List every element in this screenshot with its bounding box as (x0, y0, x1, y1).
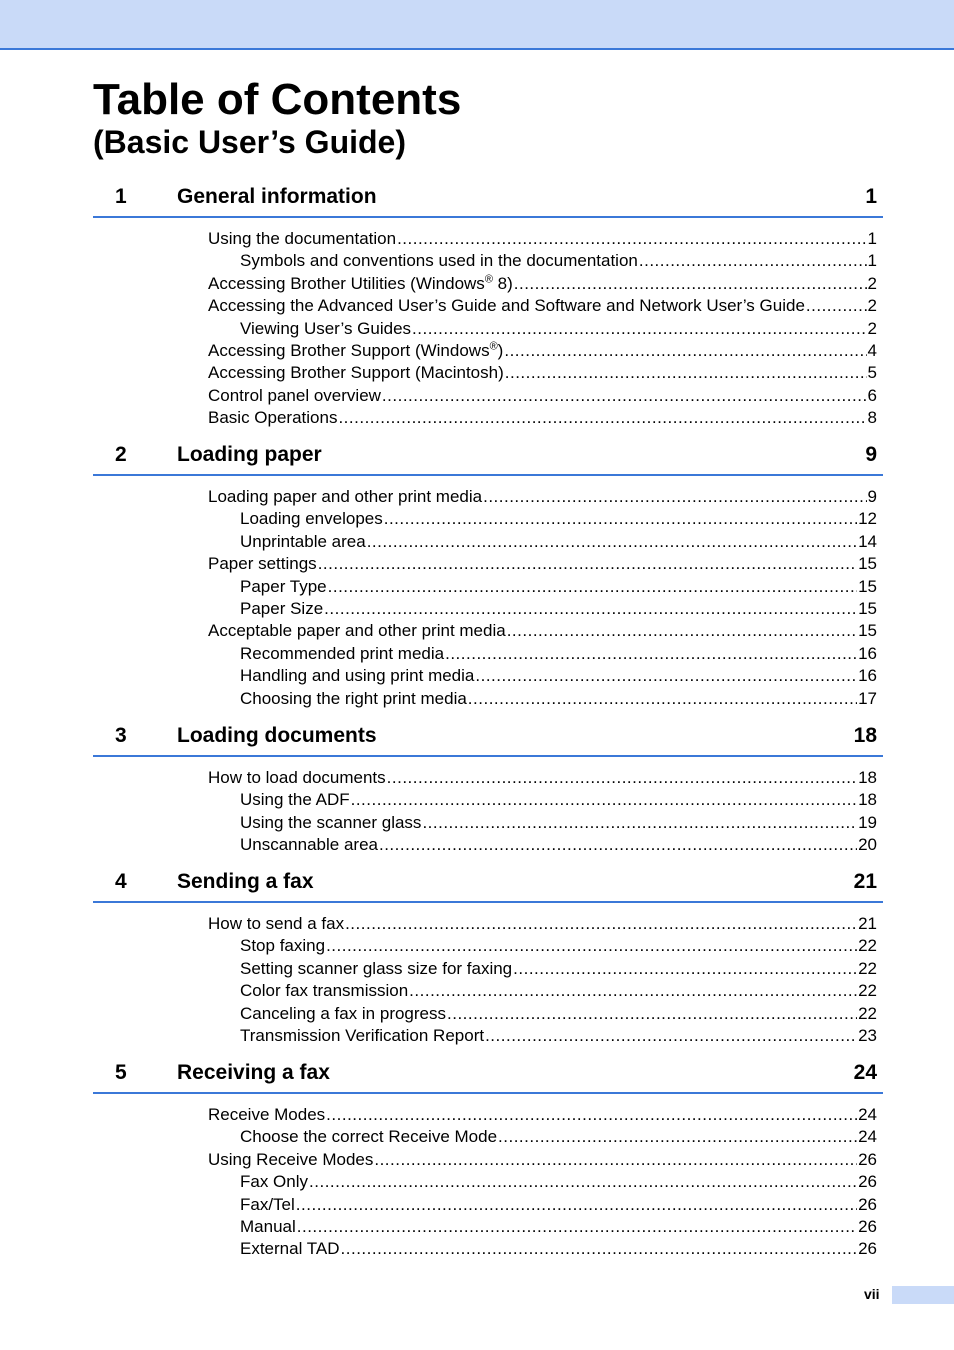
toc-entry-page: 1 (867, 251, 877, 271)
toc-entry-label: Manual (240, 1216, 296, 1236)
chapter-number: 3 (115, 724, 127, 747)
toc-entry[interactable] (240, 1126, 877, 1148)
dot-leader (504, 340, 866, 362)
toc-entry[interactable] (208, 407, 877, 429)
dot-leader (384, 508, 857, 530)
chapter-title: Loading documents (177, 724, 377, 747)
chapter-page: 9 (865, 443, 877, 466)
dot-leader (367, 531, 857, 553)
toc-entry[interactable] (208, 767, 877, 789)
toc-entry[interactable] (240, 250, 877, 272)
dot-leader (379, 834, 857, 856)
chapter-number: 5 (115, 1061, 127, 1084)
toc-entry-page: 20 (858, 835, 877, 855)
dot-leader (409, 980, 857, 1002)
toc-entry[interactable] (208, 273, 877, 295)
toc-entry-page: 16 (858, 643, 877, 663)
chapter-2 (93, 442, 883, 710)
dot-leader (309, 1171, 857, 1193)
dot-leader (639, 250, 867, 272)
toc-entry-page: 22 (858, 1003, 877, 1023)
toc-entry-page: 5 (867, 363, 877, 383)
toc-entry-label: Fax Only (240, 1172, 309, 1192)
toc-entry[interactable] (240, 789, 877, 811)
toc-entry-label: How to send a fax (208, 914, 345, 933)
dot-leader (296, 1194, 857, 1216)
toc-entry-page: 19 (858, 812, 877, 832)
toc-entry-page: 22 (858, 958, 877, 978)
dot-leader (505, 362, 867, 384)
toc-entry[interactable] (208, 486, 877, 508)
toc-entry[interactable] (240, 834, 877, 856)
dot-leader (382, 385, 867, 407)
footer-tab (892, 1286, 954, 1304)
dot-leader (447, 1003, 857, 1025)
toc-entry-label: External TAD (240, 1239, 340, 1259)
chapter-title: Loading paper (177, 443, 322, 466)
toc-entry[interactable] (240, 958, 877, 980)
toc-entry-label-part: ) (497, 340, 504, 360)
toc-entry-page: 1 (867, 229, 877, 248)
toc-entry[interactable] (208, 385, 877, 407)
toc-entry-label: Loading paper and other print media (208, 487, 483, 506)
chapter-page: 18 (853, 724, 877, 747)
toc-entry-label: Accessing the Advanced User’s Guide and Software and Network User’s Guide (208, 296, 805, 316)
chapter-heading[interactable] (93, 442, 883, 476)
toc-entry-page: 15 (858, 576, 877, 596)
toc-entry-label-part: Accessing Brother Support (Windows (208, 340, 490, 360)
toc-entry-page: 14 (858, 531, 877, 551)
toc-entry-label: Using the documentation (208, 229, 397, 248)
toc-entry[interactable] (240, 1194, 877, 1216)
dot-leader (412, 318, 867, 340)
chapter-page: 24 (853, 1061, 877, 1084)
toc-entry-page: 26 (858, 1216, 877, 1236)
toc-entry-label: Using the scanner glass (240, 812, 422, 832)
registered-mark: ® (489, 340, 498, 353)
toc-entry-page: 17 (858, 688, 877, 708)
page-number: vii (864, 1286, 880, 1302)
toc-entry[interactable] (240, 318, 877, 340)
toc-entry[interactable] (208, 913, 877, 935)
header-band (0, 0, 954, 50)
toc-entry-label: Using the ADF (240, 790, 350, 810)
toc-entry-page: 2 (867, 273, 877, 293)
toc-entry-label-part: Accessing Brother Utilities (Windows (208, 273, 485, 293)
toc-entry[interactable] (240, 576, 877, 598)
toc-entry-label: Loading envelopes (240, 509, 383, 529)
toc-entry-label: Setting scanner glass size for faxing (240, 958, 513, 978)
toc-entry-label: Recommended print media (240, 643, 445, 663)
toc-entry[interactable] (240, 1238, 877, 1260)
chapter-page: 21 (853, 870, 877, 893)
toc-entry-page: 26 (858, 1194, 877, 1214)
toc-entry[interactable] (240, 812, 877, 834)
toc-entry-page: 26 (858, 1239, 877, 1259)
toc-entry-page: 16 (858, 666, 877, 686)
dot-leader (513, 958, 857, 980)
toc-entry-label: Unscannable area (240, 835, 378, 855)
toc-entry[interactable] (240, 1025, 877, 1047)
toc-entry-page: 22 (858, 981, 877, 1001)
dot-leader (445, 643, 857, 665)
toc-entry-label: Paper settings (208, 554, 317, 574)
toc-entry-label-part: 8) (492, 273, 513, 293)
dot-leader (374, 1149, 857, 1171)
dot-leader (806, 295, 867, 317)
toc-entry[interactable] (240, 980, 877, 1002)
toc-entry[interactable] (208, 362, 877, 384)
toc-entry[interactable] (208, 1104, 877, 1126)
toc-entry-page: 21 (858, 914, 877, 933)
dot-leader (507, 620, 857, 642)
toc-entry-label: Accessing Brother Support (Macintosh) (208, 363, 504, 383)
chapter-5 (93, 1060, 883, 1261)
chapter-heading[interactable] (93, 184, 883, 218)
toc-entry-page: 18 (858, 768, 877, 787)
toc-entry-label: Fax/Tel (240, 1194, 295, 1214)
toc-entry-page: 12 (858, 509, 877, 529)
registered-mark: ® (484, 273, 493, 286)
chapter-heading[interactable] (93, 1060, 883, 1094)
toc-entry-label: Transmission Verification Report (240, 1025, 485, 1045)
page-title: Table of Contents (93, 75, 462, 124)
dot-leader (345, 913, 857, 935)
toc-entry[interactable] (208, 295, 877, 317)
chapter-4 (93, 869, 883, 1047)
toc-entry[interactable] (208, 228, 877, 250)
toc-entry-page: 24 (858, 1127, 877, 1147)
toc-entry[interactable] (240, 598, 877, 620)
toc-entry-label: Paper Size (240, 598, 324, 618)
toc-entry-label: Receive Modes (208, 1105, 326, 1124)
toc-entry[interactable] (208, 553, 877, 575)
dot-leader (324, 598, 857, 620)
dot-leader (318, 553, 857, 575)
toc-entry-label: Symbols and conventions used in the documentation (240, 251, 638, 271)
toc-entry-page: 2 (867, 318, 877, 338)
toc-entry[interactable] (240, 688, 877, 710)
chapter-title: Sending a fax (177, 870, 314, 893)
toc-entry-label: Using Receive Modes (208, 1149, 374, 1169)
dot-leader (351, 789, 857, 811)
toc-entry-page: 26 (858, 1172, 877, 1192)
toc-entry-label: Stop faxing (240, 936, 326, 956)
toc-entry-label: Choosing the right print media (240, 688, 467, 708)
toc-entry-label (208, 273, 513, 295)
toc-entry-page: 15 (858, 621, 877, 641)
chapter-1 (93, 184, 883, 430)
toc-entry-page: 8 (867, 408, 877, 428)
dot-leader (397, 228, 866, 250)
toc-entry-label: Choose the correct Receive Mode (240, 1127, 498, 1147)
dot-leader (326, 935, 857, 957)
toc-entry-label: How to load documents (208, 768, 386, 787)
toc-entry[interactable] (240, 935, 877, 957)
toc-entry[interactable] (208, 620, 877, 642)
page-subtitle: (Basic User’s Guide) (93, 124, 406, 160)
toc-entry[interactable] (240, 665, 877, 687)
toc-entry-label: Basic Operations (208, 408, 338, 428)
chapter-number: 1 (115, 185, 127, 208)
dot-leader (297, 1216, 857, 1238)
toc-entry-label: Handling and using print media (240, 666, 475, 686)
toc-entry-page: 23 (858, 1025, 877, 1045)
toc-entry-page: 22 (858, 936, 877, 956)
toc-entry-page: 6 (867, 385, 877, 405)
toc-entry-label: Viewing User’s Guides (240, 318, 412, 338)
toc-entry-page: 26 (858, 1149, 877, 1169)
dot-leader (338, 407, 866, 429)
toc-entry[interactable] (240, 1171, 877, 1193)
chapter-3 (93, 723, 883, 857)
dot-leader (485, 1025, 857, 1047)
toc-entry-label: Paper Type (240, 576, 327, 596)
dot-leader (328, 576, 857, 598)
toc-entry[interactable] (240, 1216, 877, 1238)
toc-entry[interactable] (240, 508, 877, 530)
chapter-heading[interactable] (93, 869, 883, 903)
toc-entry-page: 2 (867, 296, 877, 316)
dot-leader (326, 1104, 857, 1126)
toc-entry-page: 18 (858, 790, 877, 810)
toc-entry-page: 4 (867, 340, 877, 360)
toc-entry[interactable] (208, 1149, 877, 1171)
dot-leader (341, 1238, 858, 1260)
chapter-number: 4 (115, 870, 127, 893)
toc-entry-page: 15 (858, 598, 877, 618)
dot-leader (475, 665, 857, 687)
toc-entry[interactable] (240, 643, 877, 665)
toc-entry-label: Canceling a fax in progress (240, 1003, 447, 1023)
toc-entry-label: Control panel overview (208, 385, 381, 405)
toc-entry[interactable] (240, 531, 877, 553)
dot-leader (468, 688, 857, 710)
toc-entry-page: 15 (858, 554, 877, 574)
toc-entry[interactable] (240, 1003, 877, 1025)
toc-entry-label (208, 340, 503, 362)
chapter-title: General information (177, 185, 377, 208)
chapter-number: 2 (115, 443, 127, 466)
toc-entry-label: Acceptable paper and other print media (208, 621, 506, 641)
chapter-heading[interactable] (93, 723, 883, 757)
dot-leader (498, 1126, 857, 1148)
dot-leader (514, 273, 867, 295)
dot-leader (387, 767, 857, 789)
toc-entry-label: Color fax transmission (240, 981, 409, 1001)
dot-leader (422, 812, 857, 834)
toc-entry-page: 24 (858, 1105, 877, 1124)
chapter-page: 1 (865, 185, 877, 208)
chapter-title: Receiving a fax (177, 1061, 330, 1084)
toc-entry[interactable] (208, 340, 877, 362)
toc-entry-label: Unprintable area (240, 531, 366, 551)
dot-leader (483, 486, 866, 508)
toc-entry-page: 9 (867, 487, 877, 506)
